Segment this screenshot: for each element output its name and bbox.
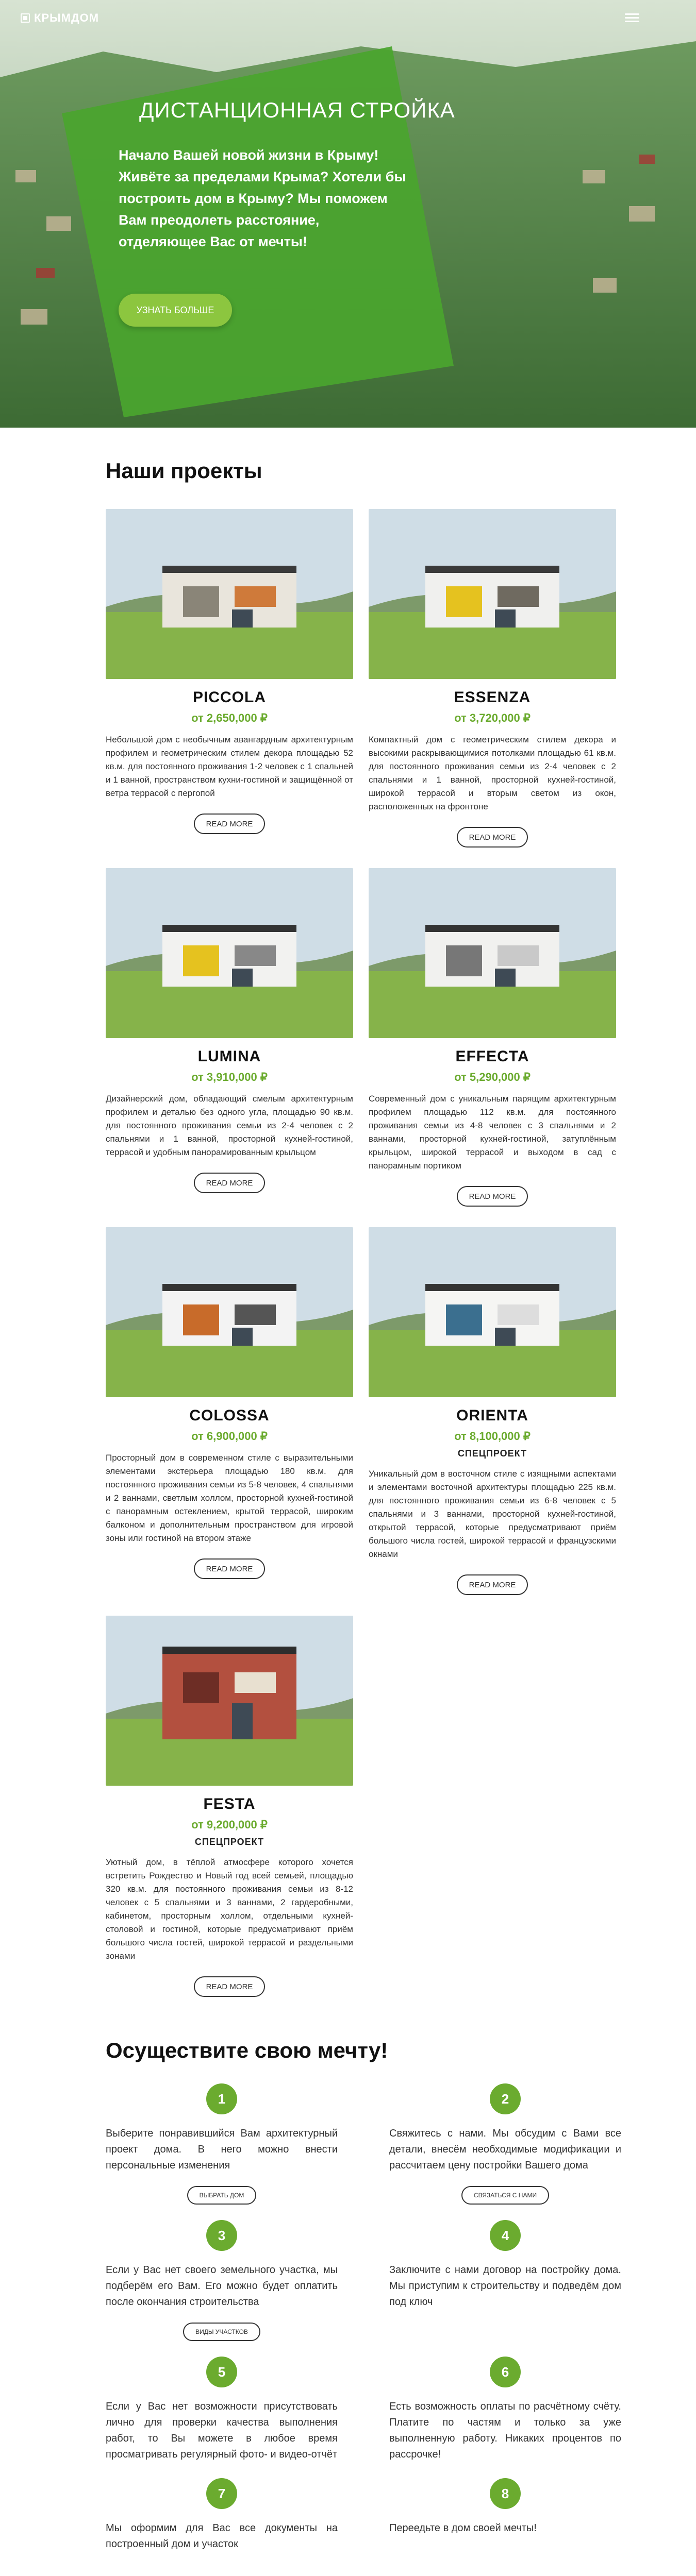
site-logo[interactable] (21, 11, 99, 25)
project-card (369, 509, 616, 848)
project-price: от 9,200,000 ₽ (191, 1818, 268, 1831)
hero-section (0, 0, 696, 428)
step-item (389, 2478, 621, 2552)
step-item (389, 2083, 621, 2205)
project-name: EFFECTA (455, 1048, 529, 1065)
plots-section (0, 2563, 696, 2576)
read-more-button[interactable]: READ MORE (194, 1976, 266, 1997)
project-name: LUMINA (197, 1048, 261, 1065)
step-number: 5 (206, 2357, 237, 2387)
step-item (106, 2083, 338, 2205)
read-more-button[interactable]: READ MORE (457, 827, 528, 848)
project-description: Небольшой дом с необычным авангардным архитектурным профилем и геометрическим стилем декора площадью 52 кв.м. для постоянного проживания 1-2 человек с 1 спальней и 1 ванной, пространством кухни-гостиной и защищённой от ветра террасой с пергопой (106, 735, 353, 798)
project-description: Дизайнерский дом, обладающий смелым архитектурным профилем и деталью без одного угла, площадью 90 кв.м. для постоянного проживания семьи из 2-4 человек с 2 спальнями и 1 ванной, просторной кухней-гостиной, террасой и удобным панорамированным крыльцом (106, 1094, 353, 1157)
step-text: Свяжитесь с нами. Мы обсудим с Вами все детали, внесём необходимые модификации и рассчитаем цену постройки Вашего дома (389, 2128, 621, 2171)
step-number: 7 (206, 2478, 237, 2509)
steps-title: Осуществите свою мечту! (106, 2038, 388, 2062)
project-name: PICCOLA (193, 689, 266, 706)
project-image[interactable] (106, 509, 353, 679)
project-description: Уютный дом, в тёплой атмосфере которого хочется встретить Рождество и Новый год всей семьей, площадью 320 кв.м. для постоянного проживания семьи из 8-12 человек с 5 спальнями и 3 ваннами, 2 гардеробными, кабинетом, просторным холлом, отдельными кухней-столовой и гостиной, которые предусматривают приём большого числа гостей, широкой террасой и раздельными зонами (106, 1857, 353, 1961)
read-more-button[interactable]: READ MORE (194, 814, 266, 834)
step-number: 4 (490, 2220, 521, 2251)
project-card (106, 509, 353, 848)
project-name: FESTA (203, 1795, 256, 1812)
logo-icon (21, 13, 30, 23)
project-name: ORIENTA (456, 1407, 528, 1424)
step-button[interactable]: СВЯЗАТЬСЯ С НАМИ (461, 2186, 549, 2205)
read-more-button[interactable]: READ MORE (194, 1173, 266, 1193)
project-description: Уникальный дом в восточном стиле с изящными аспектами и элементами восточной архитектуры площадью 225 кв.м. для постоянного проживания семьи из 6-8 человек с 5 спальнями и 3 ваннами, просторной кухней-гостиной, открытой террасой, которые предусматривают приём большого числа гостей, широкой террасой и французскими окнами (369, 1469, 616, 1559)
project-image[interactable] (106, 1616, 353, 1786)
project-name: ESSENZA (454, 689, 531, 706)
menu-icon[interactable] (625, 11, 639, 24)
project-card (106, 1616, 353, 1997)
projects-section (0, 428, 696, 2018)
steps-grid (106, 2083, 621, 2552)
hero-lead: Начало Вашей новой жизни в Крыму! Живёте за пределами Крыма? Хотели бы построить дом в Крыму? Мы поможем Вам преодолеть расстояние, отделяющее Вас от мечты! (119, 147, 406, 249)
project-price: от 3,720,000 ₽ (454, 711, 531, 724)
step-item (106, 2357, 338, 2463)
step-number: 8 (490, 2478, 521, 2509)
project-image[interactable] (106, 1227, 353, 1397)
project-description: Современный дом с уникальным парящим архитектурным профилем площадью 112 кв.м. для постоянного проживания семьи из 4-8 человек с 3 спальнями и 2 ваннами, просторной кухней-гостиной, затуплённым крыльцом, широкой террасой и выходом в сад с панорамным портиком (369, 1094, 616, 1171)
step-text: Если у Вас нет возможности присутствовать лично для проверки качества выполнения работ, то Вы можете в любое время просматривать регулярный фото- и видео-отчёт (106, 2401, 338, 2460)
read-more-button[interactable]: READ MORE (457, 1574, 528, 1595)
project-card (106, 868, 353, 1207)
hero-title: ДИСТАНЦИОННАЯ СТРОЙКА (139, 98, 455, 122)
project-price: от 6,900,000 ₽ (191, 1430, 268, 1443)
step-text: Выберите понравившийся Вам архитектурный проект дома. В него можно внести персональные изменения (106, 2128, 338, 2171)
step-item (389, 2357, 621, 2463)
step-item (106, 2478, 338, 2552)
steps-section (0, 2018, 696, 2563)
read-more-button[interactable]: READ MORE (457, 1186, 528, 1207)
project-name: COLOSSA (189, 1407, 270, 1424)
step-item (106, 2220, 338, 2341)
read-more-button[interactable]: READ MORE (194, 1558, 266, 1579)
step-button[interactable]: ВИДЫ УЧАСТКОВ (183, 2323, 260, 2341)
project-tag: СПЕЦПРОЕКТ (457, 1448, 527, 1459)
project-card (369, 868, 616, 1207)
project-description: Компактный дом с геометрическим стилем декора и высокими раскрывающимися потолками площадью 61 кв.м. для постоянного проживания семьи из 2-4 человек с 2 спальнями и 1 ванной, просторной кухней-гостиной, широкой террасой и вторым светом из окон, расположенных на фронтоне (369, 735, 616, 811)
top-bar (0, 0, 696, 36)
step-text: Переедьте в дом своей мечты! (389, 2522, 537, 2534)
step-button[interactable]: ВЫБРАТЬ ДОМ (187, 2186, 257, 2205)
project-image[interactable] (369, 868, 616, 1038)
step-text: Если у Вас нет своего земельного участка, мы подберём его Вам. Его можно будет оплатить после окончания строительства (106, 2264, 338, 2308)
project-price: от 2,650,000 ₽ (191, 711, 268, 724)
project-card (369, 1227, 616, 1595)
project-price: от 8,100,000 ₽ (454, 1430, 531, 1443)
step-number: 6 (490, 2357, 521, 2387)
step-number: 1 (206, 2083, 237, 2114)
project-image[interactable] (369, 509, 616, 679)
projects-title: Наши проекты (106, 459, 262, 483)
project-image[interactable] (369, 1227, 616, 1397)
project-description: Просторный дом в современном стиле с выразительными элементами экстерьера площадью 180 кв.м. для постоянного проживания семьи из 5-8 человек, 4 спальнями и 2 ваннами, светлым холлом, просторной кухней-гостиной с панорамным остеклением, крытой террасой, широким балконом и дополнительным пространством для игровой зоны или гостиной на втором этаже (106, 1453, 353, 1543)
step-item (389, 2220, 621, 2341)
project-price: от 3,910,000 ₽ (191, 1071, 268, 1083)
step-text: Мы оформим для Вас все документы на построенный дом и участок (106, 2522, 338, 2550)
step-number: 3 (206, 2220, 237, 2251)
project-tag: СПЕЦПРОЕКТ (194, 1837, 264, 1847)
project-image[interactable] (106, 868, 353, 1038)
step-text: Есть возможность оплаты по расчётному счёту. Платите по частям и только за уже выполненную работу. Никаких процентов по рассрочке! (389, 2401, 621, 2460)
project-price: от 5,290,000 ₽ (454, 1071, 531, 1083)
logo-text: КРЫМДОМ (34, 11, 100, 24)
project-card (106, 1227, 353, 1595)
projects-grid (106, 509, 621, 2018)
step-number: 2 (490, 2083, 521, 2114)
step-text: Заключите с нами договор на постройку дома. Мы приступим к строительству и подведём дом под ключ (389, 2264, 621, 2308)
learn-more-button[interactable]: УЗНАТЬ БОЛЬШЕ (119, 294, 232, 327)
